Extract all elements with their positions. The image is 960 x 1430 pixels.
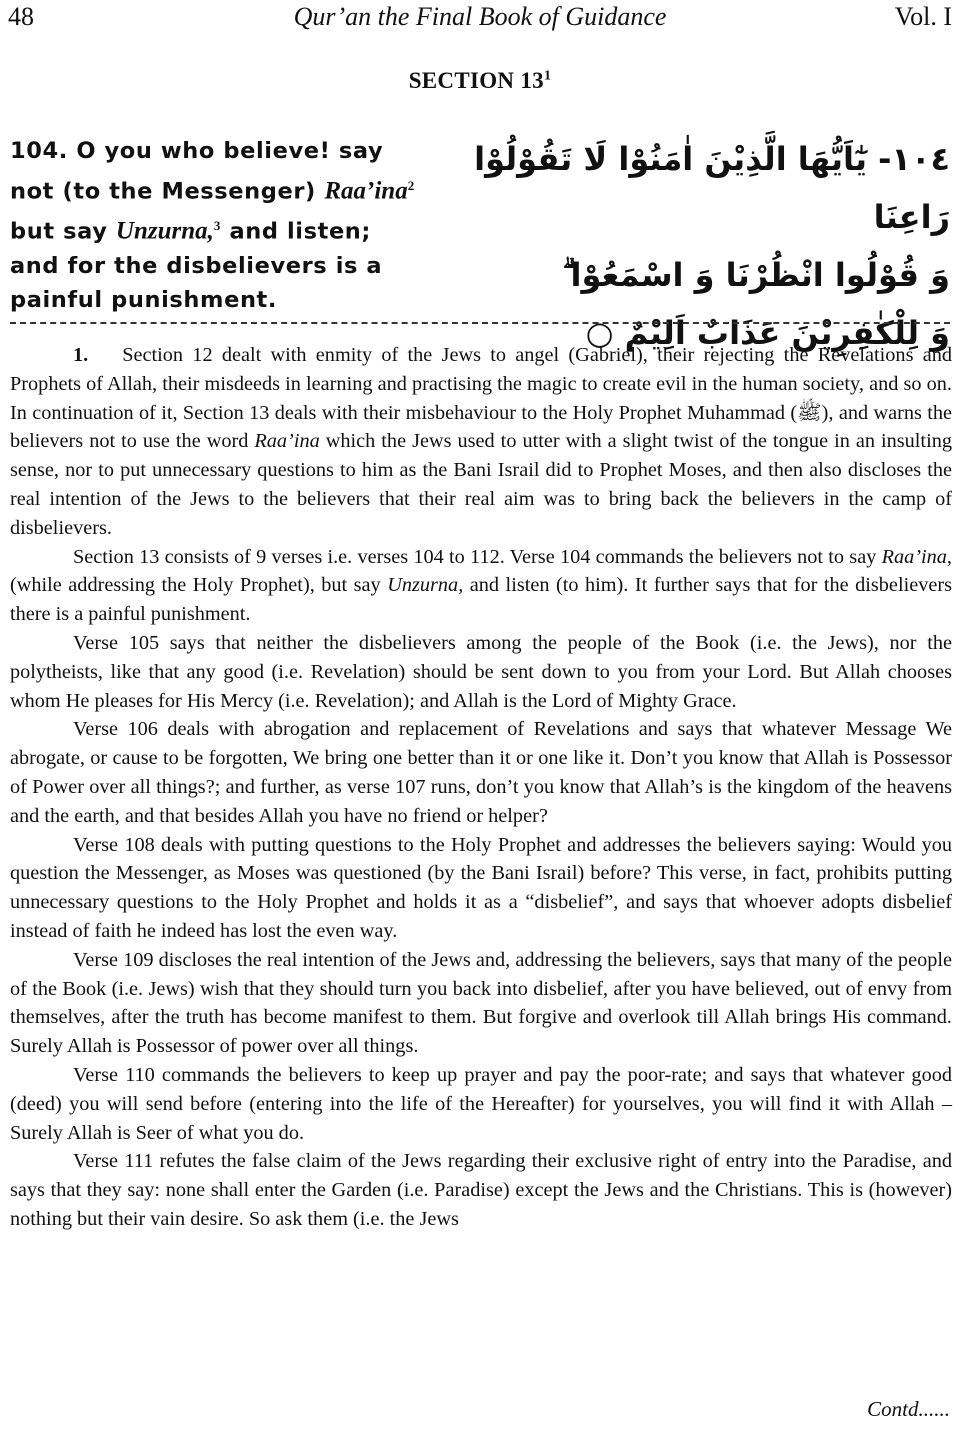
arabic-line-2: وَ قُوْلُوا انْظُرْنَا وَ اسْمَعُوْا ۗ [562,256,950,294]
commentary-paragraph: Verse 108 deals with putting questions to the Holy Prophet and addresses the believers saying: Would you question the Messenger, as Moses was questioned (by the Bani Israil) before? This verse, in fact, prohibits putting unnecessary questions to the Holy Prophet and holds it as a “disbelief”, and says that whoever adopts disbelief instead of faith he indeed has lost the even way. [10,833,952,942]
volume-label: Vol. I [894,2,952,31]
page-number: 48 [8,2,34,31]
footnote-mark-2: 2 [407,177,415,193]
verse-english [10,134,420,318]
dashed-divider [10,322,950,324]
verse-number: 104. [10,138,68,164]
continued-label: Contd...... [867,1397,950,1421]
section-heading [0,68,960,94]
commentary-paragraph: Verse 109 discloses the real intention of the Jews and, addressing the believers, says that many of the people of the Book (i.e. Jews) wish that they should turn you back into disbelief, after you have believed, out of envy from themselves, after the truth has become manifest to them. But forgive and overlook till Allah brings His command. Surely Allah is Possessor of power over all things. [10,948,952,1058]
commentary-paragraph: Verse 105 says that neither the disbelievers among the people of the Book (i.e. the Jews), nor the polytheists, like that any good (i.e. Revelation) should be sent down to you from your Lord. But Allah chooses whom He pleases for His Mercy (i.e. Revelation); and Allah is the Lord of Mighty Grace. [10,631,952,712]
commentary-paragraph: Section 13 consists of 9 verses i.e. verses 104 to 112. Verse 104 commands the believers not to say Raa’ina, (while addressing the Holy Prophet), but say Unzurna, and listen (to him). It further says that for the disbelievers there is a painful punishment. [10,545,952,626]
book-title: Qur’an the Final Book of Guidance [293,2,667,31]
section-footnote-mark: 1 [543,68,552,84]
note-number: 1. [73,344,89,366]
commentary-paragraph: Verse 111 refutes the false claim of the Jews regarding their exclusive right of entry into the Paradise, and says that they say: none shall enter the Garden (i.e. Paradise) except the Jews and the Christians. This is (however) nothing but their vain desire. So ask them (i.e. the Jews [10,1150,952,1230]
section-title: SECTION 13 [408,68,544,93]
verse-term-unzurna: Unzurna, [115,217,214,244]
verse-arabic [470,130,950,362]
page-header [8,2,952,38]
verse-text-part2: but say [10,218,108,244]
term-unzurna: Unzurna, [387,574,464,597]
term-raaina: Raa’ina, [881,545,952,568]
arabic-line-3: وَ لِلْكٰفِرِيْنَ عَذَابٌ اَلِيْمٌ ○ [585,314,950,352]
commentary-paragraph: 1. Section 12 dealt with enmity of the Jews to angel (Gabriel), their rejecting the Revelations and Prophets of Allah, their misdeeds in learning and practising the magic to create evil in the human society, and so on. In continuation of it, Section 13 deals with their misbehaviour to the Holy Prophet Muhammad (ﷺ), and warns the believers not to use the word Raa’ina which the Jews used to utter with a slight twist of the tongue in an insulting sense, nor to put unnecessary questions to him as the Bani Israil did to Prophet Moses, and then also discloses the real intention of the Jews to the believers that their real aim was to bring back the believers in the camp of disbelievers. [10,344,953,539]
commentary-paragraph: Verse 110 commands the believers to keep up prayer and pay the poor-rate; and says that whatever good (deed) you will send before (entering into the life of the Hereafter) for yourselves, you will find it with Allah – Surely Allah is Seer of what you do. [10,1063,952,1144]
verse-text-part1: O you who believe! say not (to the Messenger) [10,138,384,204]
commentary-paragraph: Verse 106 deals with abrogation and replacement of Revelations and says that whatever Message We abrogate, or cause to be forgotten, We bring one better than it or one like it. Don’t you know that Allah is Possessor of Power over all things?; and further, as verse 107 runs, don’t you know that Allah’s is the kingdom of the heavens and the earth, and that besides Allah you have no friend or helper? [10,718,952,827]
term-raaina: Raa’ina [254,430,320,453]
commentary [10,341,952,1234]
arabic-line-1: ١٠٤- يٰٓاَيُّهَا الَّذِيْنَ اٰمَنُوْا لَا تَقُوْلُوْا رَاعِنَا [474,140,950,236]
verse-text-part3: and listen; and for the disbelievers is a painful punishment. [10,218,383,313]
verse-term-raaina: Raa’ina [324,177,408,204]
footnote-mark-3: 3 [213,217,221,233]
